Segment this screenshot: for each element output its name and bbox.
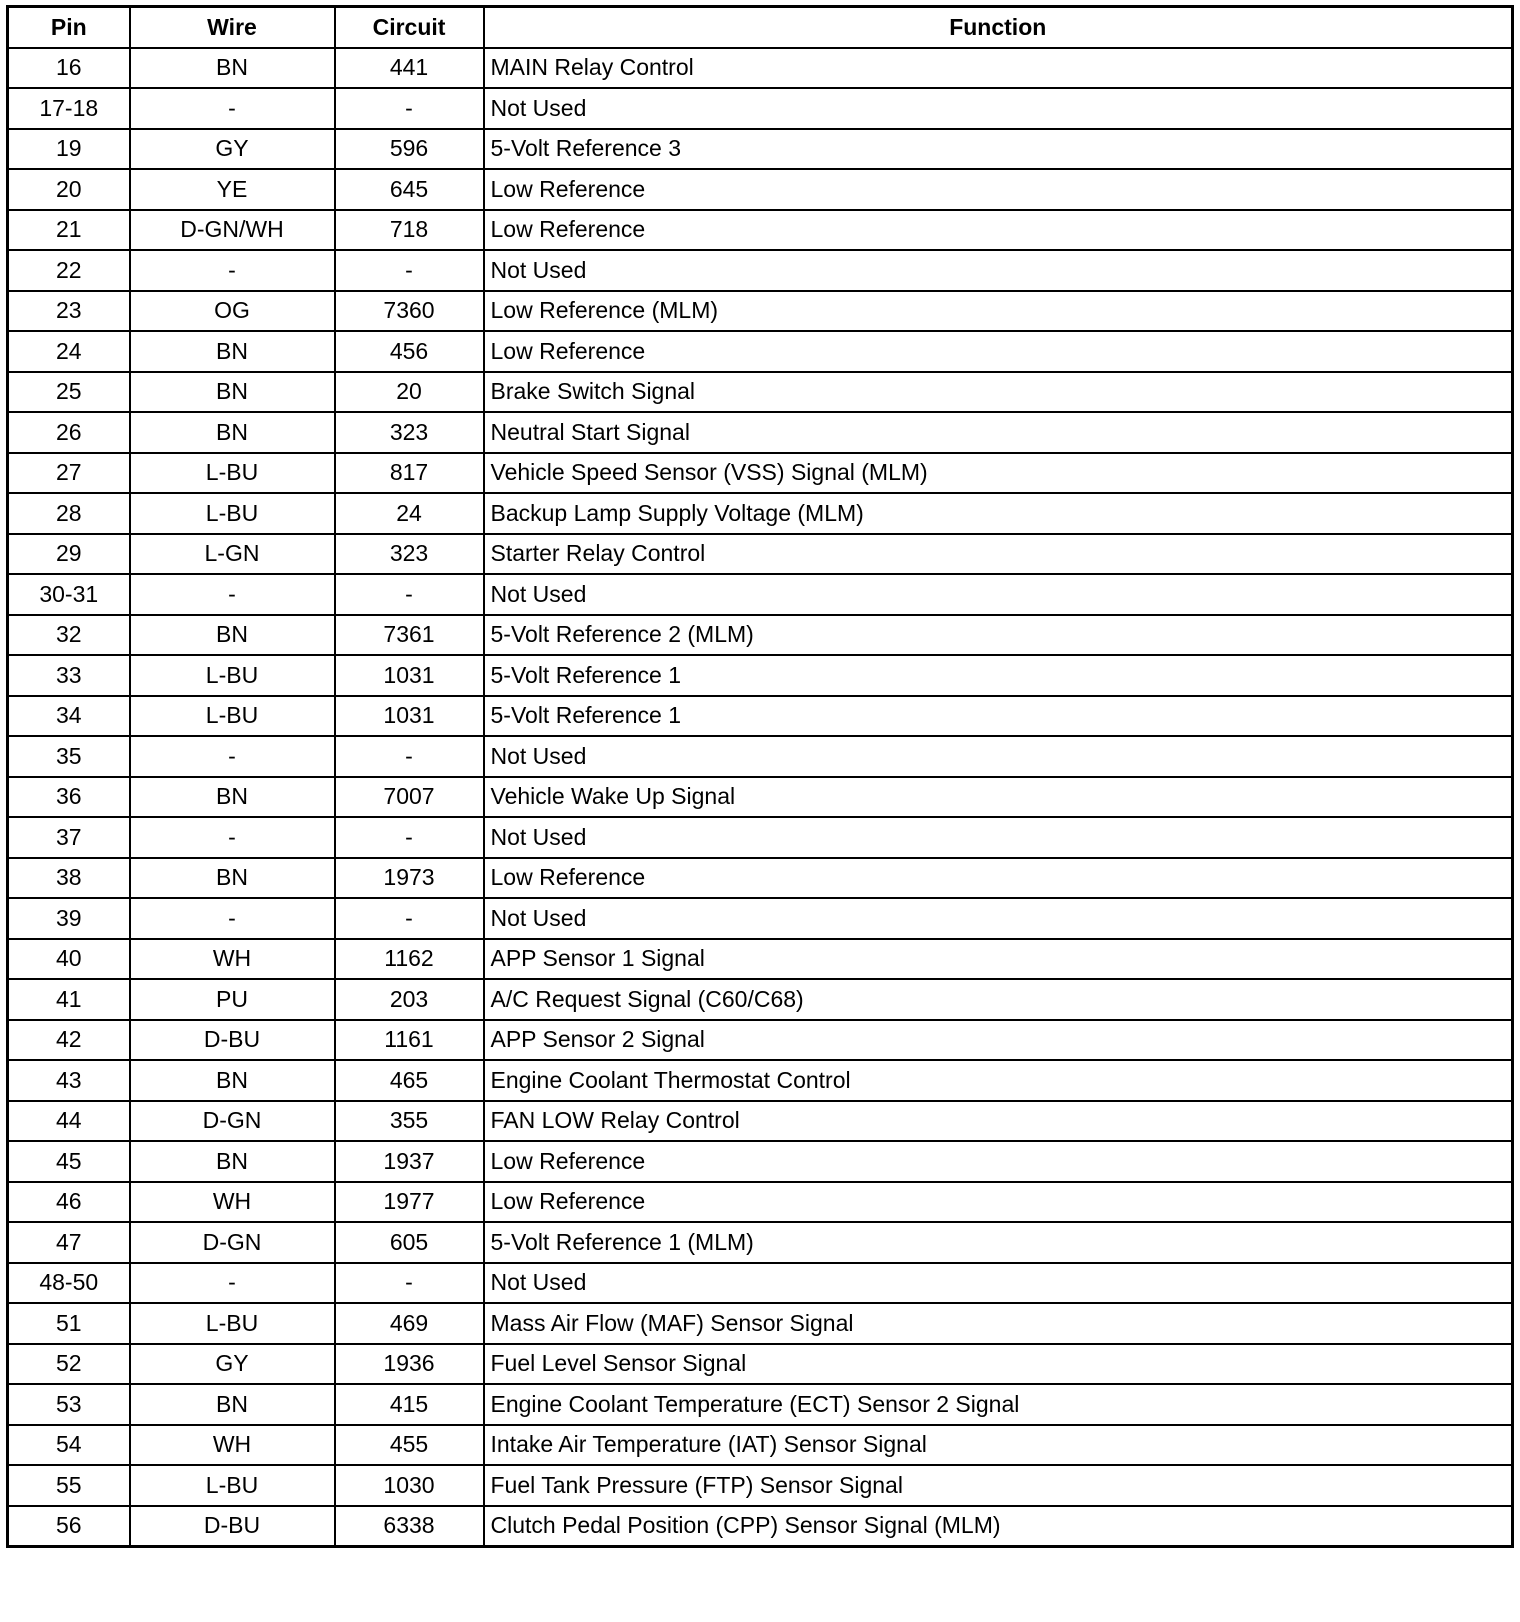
cell-function: Low Reference	[484, 1182, 1513, 1223]
cell-function: Vehicle Speed Sensor (VSS) Signal (MLM)	[484, 453, 1513, 494]
cell-circuit: 323	[335, 534, 484, 575]
cell-pin: 41	[8, 979, 130, 1020]
cell-circuit: 7007	[335, 777, 484, 818]
header-row	[8, 7, 1513, 48]
cell-pin: 42	[8, 1020, 130, 1061]
table-row	[8, 696, 1513, 737]
cell-wire: -	[130, 817, 335, 858]
cell-pin: 44	[8, 1101, 130, 1142]
table-row	[8, 1141, 1513, 1182]
cell-circuit: -	[335, 88, 484, 129]
cell-wire: BN	[130, 1384, 335, 1425]
cell-wire: BN	[130, 48, 335, 89]
table-row	[8, 736, 1513, 777]
cell-wire: WH	[130, 1182, 335, 1223]
cell-wire: BN	[130, 372, 335, 413]
cell-wire: L-BU	[130, 1465, 335, 1506]
cell-wire: -	[130, 574, 335, 615]
cell-circuit: 20	[335, 372, 484, 413]
header-function: Function	[484, 7, 1513, 48]
table-row	[8, 48, 1513, 89]
cell-wire: BN	[130, 1141, 335, 1182]
table-row	[8, 453, 1513, 494]
table-row	[8, 534, 1513, 575]
cell-circuit: 596	[335, 129, 484, 170]
cell-pin: 23	[8, 291, 130, 332]
cell-wire: YE	[130, 169, 335, 210]
cell-circuit: 1031	[335, 655, 484, 696]
cell-circuit: 605	[335, 1222, 484, 1263]
cell-pin: 36	[8, 777, 130, 818]
table-row	[8, 615, 1513, 656]
cell-function: Low Reference	[484, 1141, 1513, 1182]
cell-function: Not Used	[484, 736, 1513, 777]
cell-wire: L-BU	[130, 1303, 335, 1344]
table-row	[8, 1506, 1513, 1547]
table-row	[8, 291, 1513, 332]
cell-function: Starter Relay Control	[484, 534, 1513, 575]
cell-pin: 19	[8, 129, 130, 170]
cell-pin: 47	[8, 1222, 130, 1263]
cell-function: 5-Volt Reference 1 (MLM)	[484, 1222, 1513, 1263]
cell-function: Low Reference	[484, 858, 1513, 899]
cell-pin: 32	[8, 615, 130, 656]
cell-pin: 26	[8, 412, 130, 453]
cell-wire: WH	[130, 1425, 335, 1466]
cell-pin: 52	[8, 1344, 130, 1385]
cell-function: Intake Air Temperature (IAT) Sensor Signal	[484, 1425, 1513, 1466]
cell-wire: GY	[130, 1344, 335, 1385]
table-row	[8, 1020, 1513, 1061]
cell-pin: 54	[8, 1425, 130, 1466]
cell-wire: -	[130, 88, 335, 129]
cell-circuit: 203	[335, 979, 484, 1020]
cell-wire: BN	[130, 777, 335, 818]
table-row	[8, 898, 1513, 939]
cell-pin: 56	[8, 1506, 130, 1547]
cell-circuit: 7361	[335, 615, 484, 656]
cell-pin: 45	[8, 1141, 130, 1182]
cell-wire: D-BU	[130, 1020, 335, 1061]
cell-pin: 51	[8, 1303, 130, 1344]
cell-circuit: 1937	[335, 1141, 484, 1182]
cell-function: APP Sensor 1 Signal	[484, 939, 1513, 980]
table-row	[8, 655, 1513, 696]
table-row	[8, 1263, 1513, 1304]
cell-wire: BN	[130, 615, 335, 656]
cell-circuit: -	[335, 898, 484, 939]
table-row	[8, 1101, 1513, 1142]
cell-function: 5-Volt Reference 1	[484, 696, 1513, 737]
table-header	[8, 7, 1513, 48]
cell-function: Fuel Tank Pressure (FTP) Sensor Signal	[484, 1465, 1513, 1506]
table-row	[8, 1344, 1513, 1385]
cell-pin: 43	[8, 1060, 130, 1101]
cell-function: Low Reference (MLM)	[484, 291, 1513, 332]
cell-pin: 55	[8, 1465, 130, 1506]
cell-wire: PU	[130, 979, 335, 1020]
cell-wire: BN	[130, 412, 335, 453]
cell-function: 5-Volt Reference 2 (MLM)	[484, 615, 1513, 656]
table-row	[8, 372, 1513, 413]
cell-pin: 29	[8, 534, 130, 575]
cell-function: Backup Lamp Supply Voltage (MLM)	[484, 493, 1513, 534]
cell-pin: 34	[8, 696, 130, 737]
cell-circuit: 441	[335, 48, 484, 89]
table-row	[8, 1303, 1513, 1344]
cell-circuit: -	[335, 574, 484, 615]
table-row	[8, 1182, 1513, 1223]
cell-function: Engine Coolant Temperature (ECT) Sensor 2 Signal	[484, 1384, 1513, 1425]
table-body	[8, 48, 1513, 1547]
cell-function: APP Sensor 2 Signal	[484, 1020, 1513, 1061]
cell-function: Neutral Start Signal	[484, 412, 1513, 453]
cell-pin: 28	[8, 493, 130, 534]
cell-circuit: 355	[335, 1101, 484, 1142]
header-wire: Wire	[130, 7, 335, 48]
cell-circuit: 465	[335, 1060, 484, 1101]
cell-circuit: 1977	[335, 1182, 484, 1223]
cell-pin: 53	[8, 1384, 130, 1425]
cell-pin: 22	[8, 250, 130, 291]
cell-circuit: 718	[335, 210, 484, 251]
cell-wire: L-BU	[130, 493, 335, 534]
cell-function: Not Used	[484, 817, 1513, 858]
table-row	[8, 574, 1513, 615]
cell-wire: -	[130, 736, 335, 777]
cell-wire: BN	[130, 1060, 335, 1101]
table-row	[8, 1384, 1513, 1425]
cell-circuit: 1030	[335, 1465, 484, 1506]
cell-pin: 16	[8, 48, 130, 89]
cell-wire: L-BU	[130, 453, 335, 494]
cell-function: Low Reference	[484, 210, 1513, 251]
cell-function: Low Reference	[484, 331, 1513, 372]
cell-circuit: 6338	[335, 1506, 484, 1547]
cell-pin: 27	[8, 453, 130, 494]
cell-circuit: 1161	[335, 1020, 484, 1061]
cell-function: MAIN Relay Control	[484, 48, 1513, 89]
cell-circuit: -	[335, 817, 484, 858]
cell-wire: -	[130, 898, 335, 939]
table-row	[8, 939, 1513, 980]
cell-function: Not Used	[484, 574, 1513, 615]
cell-pin: 24	[8, 331, 130, 372]
connector-pinout-table	[6, 5, 1514, 1548]
table-row	[8, 1425, 1513, 1466]
table-row	[8, 979, 1513, 1020]
table-row	[8, 493, 1513, 534]
cell-function: Clutch Pedal Position (CPP) Sensor Signal (MLM)	[484, 1506, 1513, 1547]
cell-circuit: 645	[335, 169, 484, 210]
table-row	[8, 817, 1513, 858]
table-row	[8, 1060, 1513, 1101]
table-row	[8, 1465, 1513, 1506]
cell-wire: GY	[130, 129, 335, 170]
cell-wire: L-BU	[130, 696, 335, 737]
table-row	[8, 777, 1513, 818]
cell-function: Fuel Level Sensor Signal	[484, 1344, 1513, 1385]
cell-wire: D-GN/WH	[130, 210, 335, 251]
cell-function: Brake Switch Signal	[484, 372, 1513, 413]
cell-function: 5-Volt Reference 3	[484, 129, 1513, 170]
cell-function: Not Used	[484, 250, 1513, 291]
cell-function: A/C Request Signal (C60/C68)	[484, 979, 1513, 1020]
table-row	[8, 129, 1513, 170]
cell-pin: 20	[8, 169, 130, 210]
cell-function: Engine Coolant Thermostat Control	[484, 1060, 1513, 1101]
cell-circuit: 415	[335, 1384, 484, 1425]
cell-pin: 46	[8, 1182, 130, 1223]
table-row	[8, 1222, 1513, 1263]
cell-function: 5-Volt Reference 1	[484, 655, 1513, 696]
table-row	[8, 210, 1513, 251]
cell-circuit: 7360	[335, 291, 484, 332]
cell-circuit: 456	[335, 331, 484, 372]
table-row	[8, 858, 1513, 899]
cell-pin: 48-50	[8, 1263, 130, 1304]
cell-wire: WH	[130, 939, 335, 980]
cell-circuit: 1973	[335, 858, 484, 899]
cell-function: FAN LOW Relay Control	[484, 1101, 1513, 1142]
cell-function: Not Used	[484, 1263, 1513, 1304]
cell-function: Not Used	[484, 898, 1513, 939]
cell-wire: D-GN	[130, 1101, 335, 1142]
cell-circuit: -	[335, 250, 484, 291]
cell-wire: BN	[130, 331, 335, 372]
cell-pin: 39	[8, 898, 130, 939]
cell-wire: -	[130, 1263, 335, 1304]
cell-pin: 25	[8, 372, 130, 413]
table-row	[8, 250, 1513, 291]
cell-circuit: -	[335, 736, 484, 777]
cell-wire: L-GN	[130, 534, 335, 575]
table-row	[8, 88, 1513, 129]
header-pin: Pin	[8, 7, 130, 48]
table-row	[8, 331, 1513, 372]
cell-circuit: 24	[335, 493, 484, 534]
cell-pin: 17-18	[8, 88, 130, 129]
cell-wire: BN	[130, 858, 335, 899]
cell-function: Not Used	[484, 88, 1513, 129]
cell-wire: L-BU	[130, 655, 335, 696]
cell-circuit: -	[335, 1263, 484, 1304]
cell-pin: 33	[8, 655, 130, 696]
table-row	[8, 169, 1513, 210]
cell-circuit: 323	[335, 412, 484, 453]
cell-pin: 38	[8, 858, 130, 899]
cell-circuit: 469	[335, 1303, 484, 1344]
cell-pin: 37	[8, 817, 130, 858]
cell-wire: D-BU	[130, 1506, 335, 1547]
cell-function: Low Reference	[484, 169, 1513, 210]
header-circuit: Circuit	[335, 7, 484, 48]
cell-wire: -	[130, 250, 335, 291]
cell-pin: 35	[8, 736, 130, 777]
table-row	[8, 412, 1513, 453]
cell-function: Mass Air Flow (MAF) Sensor Signal	[484, 1303, 1513, 1344]
cell-pin: 30-31	[8, 574, 130, 615]
cell-circuit: 1936	[335, 1344, 484, 1385]
cell-pin: 40	[8, 939, 130, 980]
cell-circuit: 1031	[335, 696, 484, 737]
cell-circuit: 1162	[335, 939, 484, 980]
cell-circuit: 817	[335, 453, 484, 494]
cell-wire: D-GN	[130, 1222, 335, 1263]
cell-pin: 21	[8, 210, 130, 251]
cell-function: Vehicle Wake Up Signal	[484, 777, 1513, 818]
cell-wire: OG	[130, 291, 335, 332]
cell-circuit: 455	[335, 1425, 484, 1466]
